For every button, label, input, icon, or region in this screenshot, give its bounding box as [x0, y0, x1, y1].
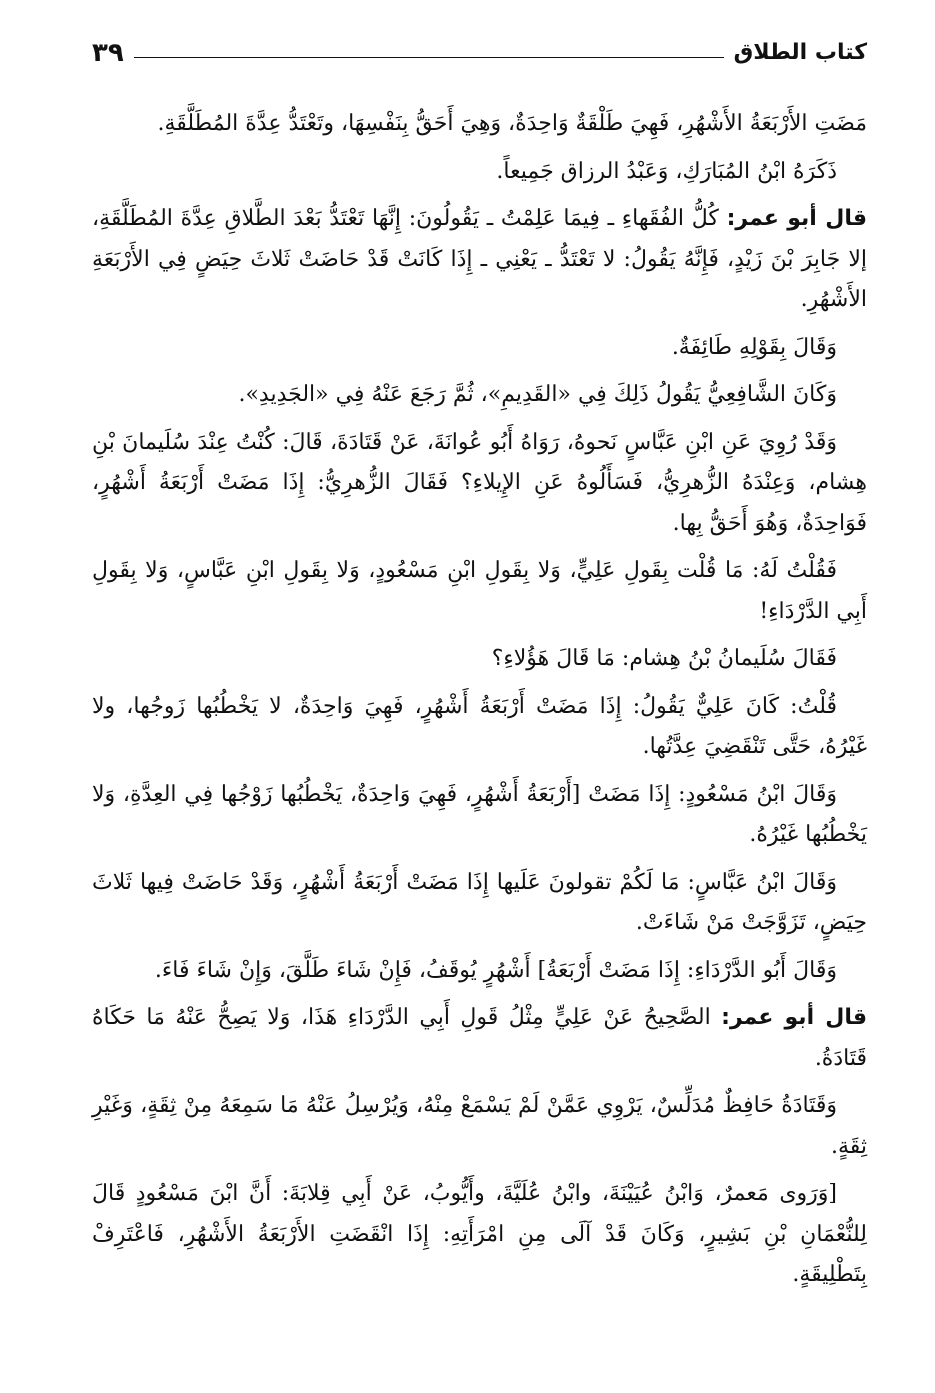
book-page	[92, 28, 867, 1373]
speaker-label: قال أبو عمر:	[726, 206, 867, 231]
paragraph-3: قال أبو عمر: كُلُّ الفُقَهاءِ ـ فِيمَا عَلِمْتُ ـ يَقُولُونَ: إِنَّهَا تَعْتَدُّ بَعْدَ الطَّلاقِ عِدَّةَ المُطَلَّقَةِ، إلا جَابِرَ بْنَ زَيْدٍ، فَإِنَّهُ يَقُولُ: لا تَعْتَدُّ ـ يَعْنِي ـ إِذَا كَانَتْ قَدْ حَاضَتْ ثَلاثَ حِيَضٍ فِي الأَرْبَعَةِ الأَشْهُرِ.	[92, 206, 867, 312]
paragraph-14: وَقَتَادَةُ حَافِظٌ مُدَلِّسٌ، يَرْوِي عَمَّنْ لَمْ يَسْمَعْ مِنْهُ، وَيُرْسِلُ عَنْهُ مَا سَمِعَهُ مِنْ ثِقَةٍ، وَغَيْرِ ثِقَةٍ.	[92, 1093, 867, 1159]
paragraph-13: قال أبو عمر: الصَّحِيحُ عَنْ عَلِيٍّ مِثْلُ قَولِ أَبِي الدَّرْدَاءِ هَذَا، وَلا يَصِحُّ عَنْهُ مَا حَكَاهُ قَتَادَةُ.	[92, 1005, 867, 1071]
page-body	[92, 104, 867, 1296]
paragraph-1: مَضَتِ الأَرْبَعَةُ الأَشْهُرِ، فَهِيَ طَلْقَةٌ وَاحِدَةٌ، وَهِيَ أَحَقُّ بِنَفْسِهَا، وتَعْتَدُّ عِدَّةَ المُطَلَّقَةِ.	[157, 111, 867, 136]
page-number: ٣٩	[92, 38, 124, 68]
paragraph-9: قُلْتُ: كَانَ عَلِيٌّ يَقُولُ: إِذَا مَضَتْ أَرْبَعَةُ أَشْهُرٍ، فَهِيَ وَاحِدَةٌ، لا يَخْطُبُها زَوجُها، ولا غَيْرُهُ، حَتَّى تَنْقَضِيَ عِدَّتُها.	[92, 693, 867, 759]
paragraph-15: [وَرَوى مَعمرٌ، وَابْنُ عُيَيْنَةَ، وابْنُ عُلَيَّةَ، وأَيُّوبُ، عَنْ أَبِي قِلابَةَ: أَنَّ ابْنَ مَسْعُودٍ قَالَ لِلنُّعْمَانِ بْنِ بَشِيرٍ، وَكَانَ قَدْ آلَى مِنِ امْرَأَتِهِ: إِذَا انْقَضَتِ الأَرْبَعَةُ الأَشْهُرِ، فَاعْتَرِفْ بِتَطْلِيقَةٍ.	[92, 1181, 867, 1287]
speaker-label: قال أبو عمر:	[721, 1005, 867, 1030]
running-header	[92, 28, 867, 68]
paragraph-2: ذَكَرَهُ ابْنُ المُبَارَكِ، وَعَبْدُ الرزاق جَمِيعاً.	[496, 158, 837, 184]
paragraph-10: وَقَالَ ابْنُ مَسْعُودٍ: إِذَا مَضَتْ [أَرْبَعَةُ أَشْهُرٍ، فَهِيَ وَاحِدَةٌ، يَخْطُبُها زَوْجُها فِي العِدَّةِ، وَلا يَخْطُبُها غَيْرُهُ.	[92, 781, 867, 847]
paragraph-7: فَقُلْتُ لَهُ: مَا قُلْت بِقَولِ عَلِيٍّ، وَلا بِقَولِ ابْنِ مَسْعُودٍ، وَلا بِقَولِ ابْنِ عَبَّاسٍ، وَلا بِقَولِ أَبِي الدَّرْدَاءِ!	[92, 558, 867, 624]
paragraph-5: وَكَانَ الشَّافِعِيُّ يَقُولُ ذَلِكَ فِي «القَدِيمِ»، ثُمَّ رَجَعَ عَنْهُ فِي «الجَدِيدِ».	[238, 382, 837, 407]
paragraph-12: وَقَالَ أَبُو الدَّرْدَاءِ: إِذَا مَضَتْ أَرْبَعَةُ] أَشْهُرٍ يُوقَفُ، فَإِنْ شَاءَ طَلَّقَ، وَإِنْ شَاءَ فَاءَ.	[154, 957, 837, 983]
paragraph-4: وَقَالَ بِقَوْلِهِ طَائِفَةٌ.	[671, 334, 837, 360]
header-rule	[134, 57, 724, 58]
paragraph-6: وَقَدْ رُوِيَ عَنِ ابْنِ عَبَّاسٍ نَحوهُ، رَوَاهُ أَبُو عُوانَةَ، عَنْ قَتَادَةَ، قَالَ: كُنْتُ عِنْدَ سُلَيمانَ بْنِ هِشام، وَعِنْدَهُ الزُّهرِيُّ، فَسَأَلُوهُ عَنِ الإِيلاءِ؟ فَقَالَ الزُّهرِيُّ: إِذَا مَضَتْ أَرْبَعَةُ أَشْهُرٍ، فَوَاحِدَةٌ، وَهُوَ أَحَقُّ بِها.	[92, 429, 867, 536]
paragraph-8: فَقَالَ سُلَيمانُ بْنُ هِشام: مَا قَالَ هَؤُلاءِ؟	[491, 646, 837, 671]
paragraph-11: وَقَالَ ابْنُ عَبَّاسٍ: مَا لَكُمْ تقولونَ عَلَيها إِذَا مَضَتْ أَرْبَعَةُ أَشْهُرٍ، وَقَدْ حَاضَتْ فِيها ثَلاثَ حِيَضٍ، تَزَوَّجَتْ مَنْ شَاءَتْ.	[92, 869, 867, 935]
book-title: كتاب الطلاق	[733, 40, 867, 65]
